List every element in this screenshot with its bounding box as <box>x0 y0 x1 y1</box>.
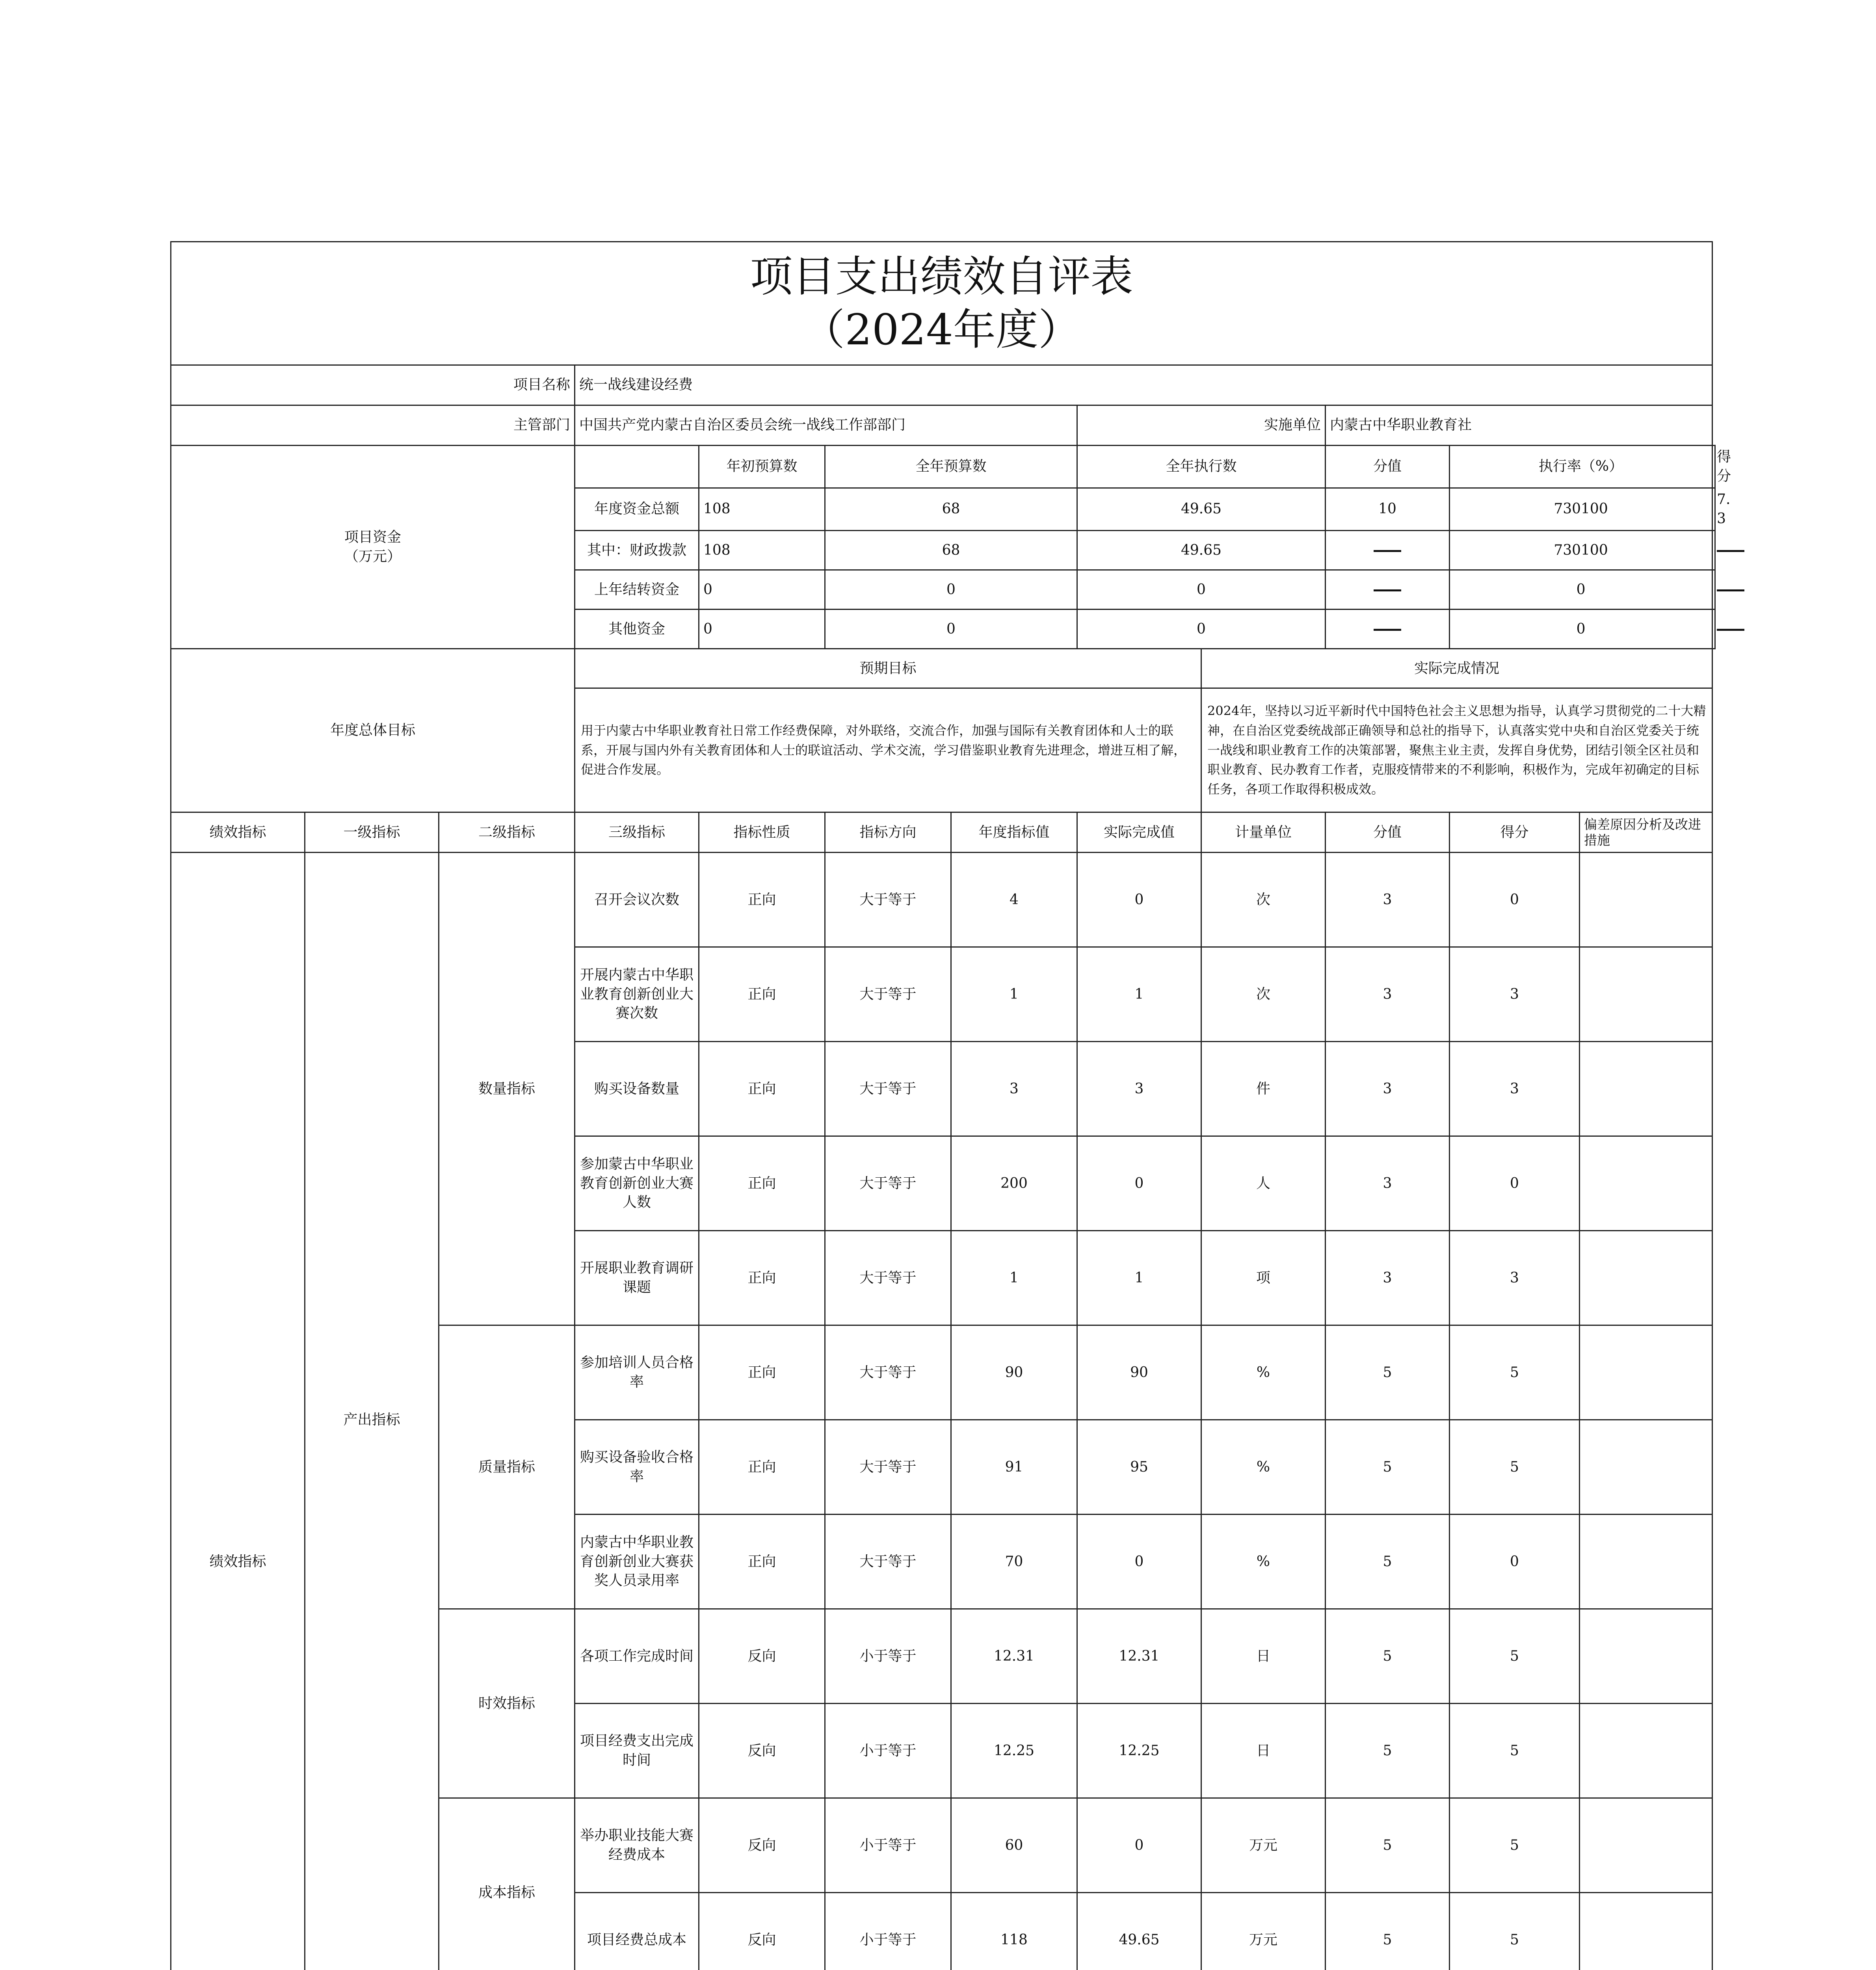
impl-value: 内蒙古中华职业教育社 <box>1326 405 1712 446</box>
ind-row-actual: 1 <box>1077 947 1201 1042</box>
ind-row-note <box>1580 1798 1712 1893</box>
dash-mark <box>1374 550 1401 552</box>
performance-self-evaluation-table <box>170 241 1731 1970</box>
funds-row-rate: 730100 <box>1450 488 1712 531</box>
ind-row-name: 召开会议次数 <box>575 853 699 947</box>
funds-row-name: 上年结转资金 <box>575 570 699 610</box>
funds-row-executed: 49.65 <box>1077 531 1326 570</box>
ind-row-note <box>1580 1704 1712 1798</box>
ind-row-direction: 大于等于 <box>825 947 951 1042</box>
ind-row-target: 1 <box>951 947 1077 1042</box>
dept-value: 中国共产党内蒙古自治区委员会统一战线工作部部门 <box>575 405 1077 446</box>
ind-row-nature: 正向 <box>699 1325 825 1420</box>
funds-header-score-value: 分值 <box>1326 446 1450 488</box>
ind-row-name: 各项工作完成时间 <box>575 1609 699 1704</box>
funds-header-executed: 全年执行数 <box>1077 446 1326 488</box>
ind-row-name: 开展职业教育调研课题 <box>575 1231 699 1325</box>
ind-row-nature: 正向 <box>699 1042 825 1136</box>
ind-row-actual: 3 <box>1077 1042 1201 1136</box>
ind-row-target: 3 <box>951 1042 1077 1136</box>
funds-row-score-value <box>1326 570 1450 610</box>
ind-row-note <box>1580 853 1712 947</box>
funds-header-initial: 年初预算数 <box>699 446 825 488</box>
funds-row-name: 其他资金 <box>575 610 699 649</box>
ind-row-score: 5 <box>1450 1704 1580 1798</box>
ind-row-score: 3 <box>1450 947 1580 1042</box>
ind-row-actual: 0 <box>1077 1136 1201 1231</box>
ind-header: 指标性质 <box>699 812 825 853</box>
funds-row-rate: 730100 <box>1450 531 1712 570</box>
ind-row-direction: 小于等于 <box>825 1704 951 1798</box>
funds-row-name: 其中：财政拨款 <box>575 531 699 570</box>
funds-row-annual: 68 <box>825 488 1077 531</box>
funds-header-score: 得分 <box>1712 446 1715 488</box>
ind-header: 计量单位 <box>1201 812 1326 853</box>
ind-row-note <box>1580 1325 1712 1420</box>
funds-row-initial: 108 <box>699 531 825 570</box>
ind-row-value: 5 <box>1326 1704 1450 1798</box>
ind-row-actual: 12.25 <box>1077 1704 1201 1798</box>
ind-row-unit: 项 <box>1201 1231 1326 1325</box>
ind-row-value: 5 <box>1326 1609 1450 1704</box>
ind-row-name: 购买设备验收合格率 <box>575 1420 699 1515</box>
funds-row-score <box>1712 610 1715 649</box>
ind-row-target: 200 <box>951 1136 1077 1231</box>
ind-row-note <box>1580 1609 1712 1704</box>
ind-row-name: 内蒙古中华职业教育创新创业大赛获奖人员录用率 <box>575 1515 699 1609</box>
ind-row-nature: 反向 <box>699 1798 825 1893</box>
ind-row-value: 3 <box>1326 947 1450 1042</box>
ind-row-nature: 正向 <box>699 853 825 947</box>
ind-header: 三级指标 <box>575 812 699 853</box>
ind-row-actual: 0 <box>1077 853 1201 947</box>
ind-header: 分值 <box>1326 812 1450 853</box>
ind-row-nature: 正向 <box>699 1136 825 1231</box>
ind-row-value: 5 <box>1326 1798 1450 1893</box>
ind-row-direction: 大于等于 <box>825 1231 951 1325</box>
ind-header: 年度指标值 <box>951 812 1077 853</box>
ind-row-unit: % <box>1201 1420 1326 1515</box>
ind-row-unit: 日 <box>1201 1609 1326 1704</box>
ind-row-score: 0 <box>1450 1136 1580 1231</box>
ind-row-direction: 大于等于 <box>825 1042 951 1136</box>
ind-row-note <box>1580 1136 1712 1231</box>
ind-row-score: 0 <box>1450 1515 1580 1609</box>
ind-level2-quantity: 数量指标 <box>439 853 575 1325</box>
ind-row-nature: 正向 <box>699 1420 825 1515</box>
ind-row-note <box>1580 1893 1712 1970</box>
funds-row-initial: 0 <box>699 570 825 610</box>
ind-row-unit: 人 <box>1201 1136 1326 1231</box>
ind-row-value: 3 <box>1326 1042 1450 1136</box>
funds-row-executed: 0 <box>1077 610 1326 649</box>
ind-row-direction: 小于等于 <box>825 1893 951 1970</box>
ind-row-actual: 95 <box>1077 1420 1201 1515</box>
funds-row-score: 7.3 <box>1712 488 1715 531</box>
ind-row-direction: 大于等于 <box>825 1136 951 1231</box>
funds-row-score <box>1712 531 1715 570</box>
dept-label: 主管部门 <box>171 405 575 446</box>
ind-group-label: 绩效指标 <box>171 853 305 1970</box>
funds-row-annual: 68 <box>825 531 1077 570</box>
ind-row-direction: 小于等于 <box>825 1609 951 1704</box>
ind-row-direction: 大于等于 <box>825 1515 951 1609</box>
ind-row-note <box>1580 1420 1712 1515</box>
ind-header: 一级指标 <box>305 812 439 853</box>
ind-row-score: 5 <box>1450 1798 1580 1893</box>
ind-row-direction: 大于等于 <box>825 1325 951 1420</box>
ind-row-direction: 小于等于 <box>825 1798 951 1893</box>
ind-level1-output: 产出指标 <box>305 853 439 1970</box>
ind-row-value: 3 <box>1326 1136 1450 1231</box>
ind-row-nature: 反向 <box>699 1893 825 1970</box>
funds-row-score <box>1712 570 1715 610</box>
ind-row-value: 5 <box>1326 1515 1450 1609</box>
funds-row-annual: 0 <box>825 570 1077 610</box>
funds-row-score-value: 10 <box>1326 488 1450 531</box>
ind-row-unit: % <box>1201 1515 1326 1609</box>
ind-row-actual: 1 <box>1077 1231 1201 1325</box>
ind-row-actual: 49.65 <box>1077 1893 1201 1970</box>
table-title-cell <box>171 242 1712 365</box>
funds-header-rate: 执行率（%） <box>1450 446 1712 488</box>
ind-row-direction: 大于等于 <box>825 1420 951 1515</box>
ind-row-direction: 大于等于 <box>825 853 951 947</box>
funds-row-annual: 0 <box>825 610 1077 649</box>
funds-row-score-value <box>1326 531 1450 570</box>
ind-row-unit: 万元 <box>1201 1893 1326 1970</box>
ind-row-nature: 正向 <box>699 947 825 1042</box>
ind-row-name: 举办职业技能大赛经费成本 <box>575 1798 699 1893</box>
funds-label: 项目资金 （万元） <box>171 446 575 649</box>
ind-row-value: 3 <box>1326 1231 1450 1325</box>
ind-row-score: 5 <box>1450 1325 1580 1420</box>
ind-row-actual: 90 <box>1077 1325 1201 1420</box>
ind-row-name: 购买设备数量 <box>575 1042 699 1136</box>
funds-row-rate: 0 <box>1450 610 1712 649</box>
funds-row-executed: 49.65 <box>1077 488 1326 531</box>
ind-row-score: 3 <box>1450 1042 1580 1136</box>
ind-row-score: 5 <box>1450 1609 1580 1704</box>
funds-header-annual: 全年预算数 <box>825 446 1077 488</box>
ind-row-nature: 反向 <box>699 1609 825 1704</box>
ind-header: 得分 <box>1450 812 1580 853</box>
dash-mark <box>1717 589 1744 591</box>
ind-row-score: 3 <box>1450 1231 1580 1325</box>
ind-row-unit: 次 <box>1201 853 1326 947</box>
ind-row-unit: 日 <box>1201 1704 1326 1798</box>
dash-mark <box>1717 629 1744 631</box>
dash-mark <box>1717 550 1744 552</box>
dash-mark <box>1374 629 1401 631</box>
ind-level2-cost: 成本指标 <box>439 1798 575 1970</box>
ind-header: 绩效指标 <box>171 812 305 853</box>
ind-row-target: 4 <box>951 853 1077 947</box>
ind-row-target: 91 <box>951 1420 1077 1515</box>
ind-row-actual: 0 <box>1077 1515 1201 1609</box>
impl-label: 实施单位 <box>1077 405 1326 446</box>
ind-header: 二级指标 <box>439 812 575 853</box>
ind-level2-quality: 质量指标 <box>439 1325 575 1609</box>
ind-row-name: 参加蒙古中华职业教育创新创业大赛人数 <box>575 1136 699 1231</box>
goals-label: 年度总体目标 <box>171 649 575 812</box>
ind-row-note <box>1580 1231 1712 1325</box>
ind-row-target: 60 <box>951 1798 1077 1893</box>
ind-row-target: 12.25 <box>951 1704 1077 1798</box>
project-name-value: 统一战线建设经费 <box>575 365 1712 405</box>
ind-row-name: 项目经费支出完成时间 <box>575 1704 699 1798</box>
ind-row-value: 5 <box>1326 1420 1450 1515</box>
funds-row-name: 年度资金总额 <box>575 488 699 531</box>
funds-corner <box>575 446 699 488</box>
ind-row-score: 5 <box>1450 1893 1580 1970</box>
ind-row-unit: 件 <box>1201 1042 1326 1136</box>
table-subtitle: （2024年度） <box>802 305 1081 355</box>
ind-row-target: 90 <box>951 1325 1077 1420</box>
ind-header: 指标方向 <box>825 812 951 853</box>
goals-expected-header: 预期目标 <box>575 649 1201 688</box>
ind-row-unit: % <box>1201 1325 1326 1420</box>
ind-row-name: 项目经费总成本 <box>575 1893 699 1970</box>
goals-actual-header: 实际完成情况 <box>1201 649 1712 688</box>
ind-row-unit: 万元 <box>1201 1798 1326 1893</box>
funds-row-initial: 108 <box>699 488 825 531</box>
funds-row-initial: 0 <box>699 610 825 649</box>
goals-actual-text: 2024年，坚持以习近平新时代中国特色社会主义思想为指导，认真学习贯彻党的二十大精神，在自治区党委统战部正确领导和总社的指导下，认真落实党中央和自治区党委关于统一战线和职业教育工作的决策部署，聚焦主业主责，发挥自身优势，团结引领全区社员和职业教育、民办教育工作者，克服疫情带来的不利影响，积极作为，完成年初确定的目标任务，各项工作取得积极成效。 <box>1201 688 1712 812</box>
ind-header: 实际完成值 <box>1077 812 1201 853</box>
ind-row-value: 5 <box>1326 1325 1450 1420</box>
ind-row-target: 70 <box>951 1515 1077 1609</box>
ind-row-nature: 正向 <box>699 1515 825 1609</box>
ind-row-note <box>1580 947 1712 1042</box>
dash-mark <box>1374 589 1401 591</box>
ind-header: 偏差原因分析及改进措施 <box>1580 812 1712 853</box>
ind-row-name: 参加培训人员合格率 <box>575 1325 699 1420</box>
funds-row-executed: 0 <box>1077 570 1326 610</box>
ind-row-score: 0 <box>1450 853 1580 947</box>
ind-row-nature: 正向 <box>699 1231 825 1325</box>
ind-row-unit: 次 <box>1201 947 1326 1042</box>
ind-row-note <box>1580 1515 1712 1609</box>
ind-row-target: 12.31 <box>951 1609 1077 1704</box>
ind-row-name: 开展内蒙古中华职业教育创新创业大赛次数 <box>575 947 699 1042</box>
ind-row-nature: 反向 <box>699 1704 825 1798</box>
ind-row-target: 1 <box>951 1231 1077 1325</box>
ind-row-actual: 0 <box>1077 1798 1201 1893</box>
ind-row-target: 118 <box>951 1893 1077 1970</box>
ind-row-note <box>1580 1042 1712 1136</box>
ind-row-actual: 12.31 <box>1077 1609 1201 1704</box>
goals-expected-text: 用于内蒙古中华职业教育社日常工作经费保障，对外联络，交流合作，加强与国际有关教育团体和人士的联系，开展与国内外有关教育团体和人士的联谊活动、学术交流，学习借鉴职业教育先进理念，增进互相了解，促进合作发展。 <box>575 688 1201 812</box>
project-name-label: 项目名称 <box>171 365 575 405</box>
funds-row-rate: 0 <box>1450 570 1712 610</box>
ind-level2-timeliness: 时效指标 <box>439 1609 575 1798</box>
ind-row-score: 5 <box>1450 1420 1580 1515</box>
table-title: 项目支出绩效自评表 <box>750 252 1133 301</box>
ind-row-value: 5 <box>1326 1893 1450 1970</box>
ind-row-value: 3 <box>1326 853 1450 947</box>
funds-row-score-value <box>1326 610 1450 649</box>
